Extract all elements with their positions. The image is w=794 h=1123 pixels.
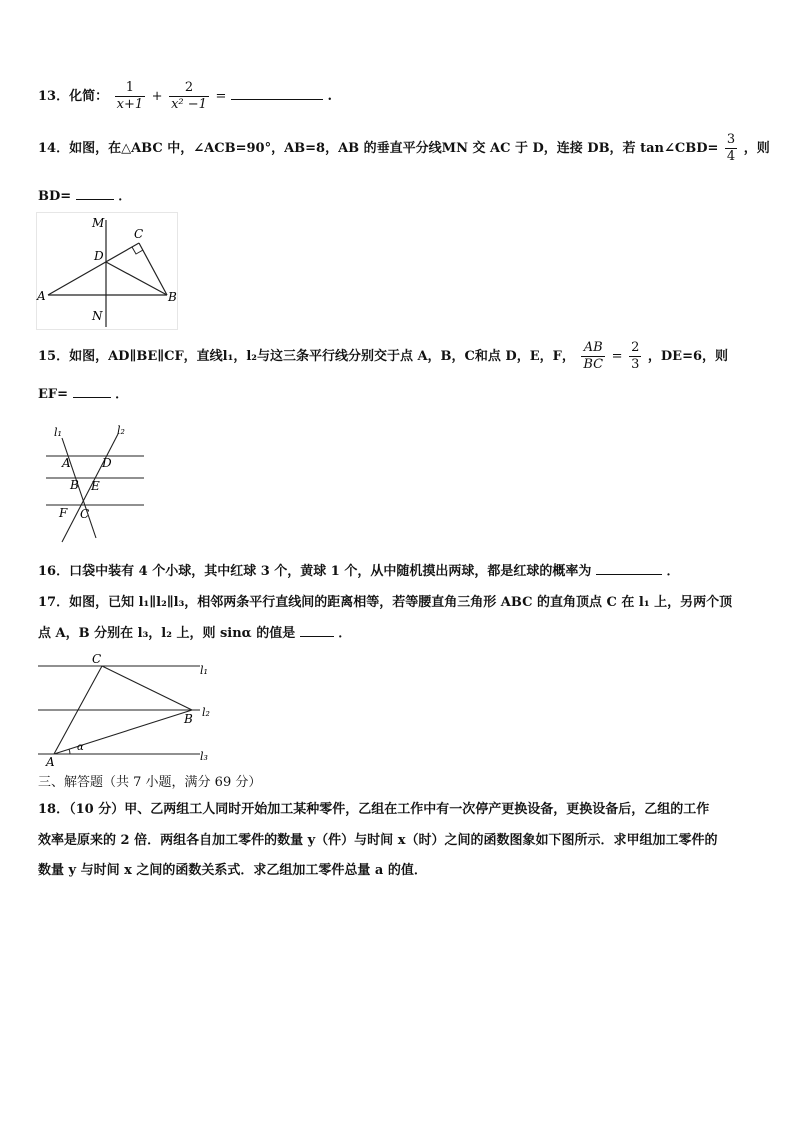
q13-fraction-2 bbox=[169, 80, 209, 113]
q17-label-l2: l₂ bbox=[202, 706, 210, 719]
q14-label-a: A bbox=[37, 289, 46, 303]
q13-equals: = bbox=[215, 89, 227, 104]
q15-frac1-numerator: AB bbox=[581, 340, 605, 357]
q15-figure bbox=[40, 422, 150, 544]
q18-line-2-text: 效率是原来的 2 倍．两组各自加工零件的数量 y（件）与时间 x（时）之间的函数图象如下图所示．求甲组加工零件的 bbox=[38, 833, 718, 848]
q15-label-l2: l₂ bbox=[117, 424, 125, 437]
q13-prefix: 13．化简： bbox=[38, 89, 109, 104]
q13-frac1-denominator: x+1 bbox=[116, 97, 144, 112]
section-3-heading bbox=[38, 774, 261, 792]
q14-label-d: D bbox=[94, 249, 104, 263]
q15-ef-prefix: EF= bbox=[38, 387, 69, 402]
q14-label-b: B bbox=[168, 290, 177, 304]
q15-fraction-1 bbox=[581, 340, 605, 373]
q14-frac-numerator: 3 bbox=[726, 132, 736, 147]
q13-frac2-denominator: x² −1 bbox=[171, 97, 207, 112]
q18-line-1-text: 18．（10 分）甲、乙两组工人同时开始加工某种零件，乙组在工作中有一次停产更换设备，更换设备后，乙组的工作 bbox=[38, 802, 710, 817]
q13-end: . bbox=[327, 89, 332, 104]
q17-label-a: A bbox=[46, 755, 55, 768]
q14-figure bbox=[36, 212, 178, 330]
q17-label-l3: l₃ bbox=[200, 750, 208, 763]
q17-label-b: B bbox=[184, 712, 193, 726]
q13-frac1-numerator: 1 bbox=[115, 80, 146, 97]
q17-text-2: 点 A，B 分别在 l₃，l₂ 上，则 sinα 的值是 bbox=[38, 626, 296, 641]
q16-answer-blank[interactable] bbox=[596, 562, 662, 575]
question-18-line-2 bbox=[38, 832, 717, 850]
q14-text-2: ，则 bbox=[743, 141, 770, 156]
question-17-line-1 bbox=[38, 594, 732, 612]
q16-end: ． bbox=[666, 564, 680, 579]
q14-label-n: N bbox=[92, 309, 103, 323]
q15-frac1-denominator: BC bbox=[583, 357, 604, 372]
q18-line-3-text: 数量 y 与时间 x 之间的函数关系式．求乙组加工零件总量 a 的值． bbox=[38, 863, 427, 878]
q14-text-1: 14．如图，在△ABC 中，∠ACB=90°，AB=8，AB 的垂直平分线MN 交 AC 于 D，连接 DB，若 tan∠CBD= bbox=[38, 141, 719, 156]
q17-label-c: C bbox=[92, 652, 102, 666]
q15-text-2: ，DE=6，则 bbox=[647, 349, 729, 364]
q14-answer-blank[interactable] bbox=[76, 187, 114, 200]
question-14 bbox=[38, 132, 770, 165]
q14-figure-border bbox=[37, 213, 178, 330]
q13-answer-blank[interactable] bbox=[231, 87, 323, 100]
q17-angle-arc bbox=[69, 749, 70, 754]
question-17-line-2 bbox=[38, 624, 351, 643]
q14-label-m: M bbox=[92, 216, 105, 230]
q17-label-l1: l₁ bbox=[200, 664, 208, 677]
q14-frac-denominator: 4 bbox=[726, 149, 736, 164]
q15-text-1: 15．如图，AD∥BE∥CF，直线l₁，l₂与这三条平行线分别交于点 A，B，C和点 D，E，F， bbox=[38, 349, 575, 364]
q17-answer-blank[interactable] bbox=[300, 624, 334, 637]
q15-label-a: A bbox=[62, 456, 71, 470]
q15-line-2 bbox=[38, 385, 128, 404]
question-18-line-1 bbox=[38, 801, 709, 819]
q15-label-d: D bbox=[102, 456, 112, 470]
q15-end: ． bbox=[115, 387, 129, 402]
q17-end: ． bbox=[338, 626, 352, 641]
q15-frac2-numerator: 2 bbox=[631, 340, 640, 355]
q14-fraction bbox=[725, 132, 737, 165]
q15-label-e: E bbox=[91, 479, 100, 493]
q14-end: ． bbox=[118, 189, 132, 204]
q15-label-l1: l₁ bbox=[54, 426, 62, 439]
question-13 bbox=[38, 80, 332, 113]
q15-equals: = bbox=[611, 349, 623, 364]
q13-plus: + bbox=[151, 89, 163, 104]
q17-figure bbox=[36, 652, 218, 768]
q15-fraction-2 bbox=[629, 340, 641, 373]
q14-bd-prefix: BD= bbox=[38, 189, 72, 204]
q15-label-b: B bbox=[70, 478, 79, 492]
q13-frac2-numerator: 2 bbox=[169, 80, 209, 97]
question-15 bbox=[38, 340, 728, 373]
q14-label-c: C bbox=[134, 227, 144, 241]
q16-text: 16．口袋中装有 4 个小球，其中红球 3 个，黄球 1 个，从中随机摸出两球，都是红球的概率为 bbox=[38, 564, 592, 579]
q17-text-1: 17．如图，已知 l₁∥l₂∥l₃，相邻两条平行直线间的距离相等，若等腰直角三角形 ABC 的直角顶点 C 在 l₁ 上，另两个顶 bbox=[38, 595, 733, 610]
q13-fraction-1 bbox=[115, 80, 146, 113]
question-18-line-3 bbox=[38, 862, 427, 880]
q15-frac2-denominator: 3 bbox=[631, 357, 640, 372]
question-16 bbox=[38, 562, 679, 581]
q17-segment-cb bbox=[102, 666, 192, 710]
q15-answer-blank[interactable] bbox=[73, 385, 111, 398]
q15-label-f: F bbox=[59, 506, 68, 520]
q15-label-c: C bbox=[80, 507, 90, 521]
section-3-heading-text: 三、解答题（共 7 小题，满分 69 分） bbox=[38, 775, 262, 790]
q17-label-alpha: α bbox=[77, 742, 84, 753]
q14-line-2 bbox=[38, 187, 131, 206]
